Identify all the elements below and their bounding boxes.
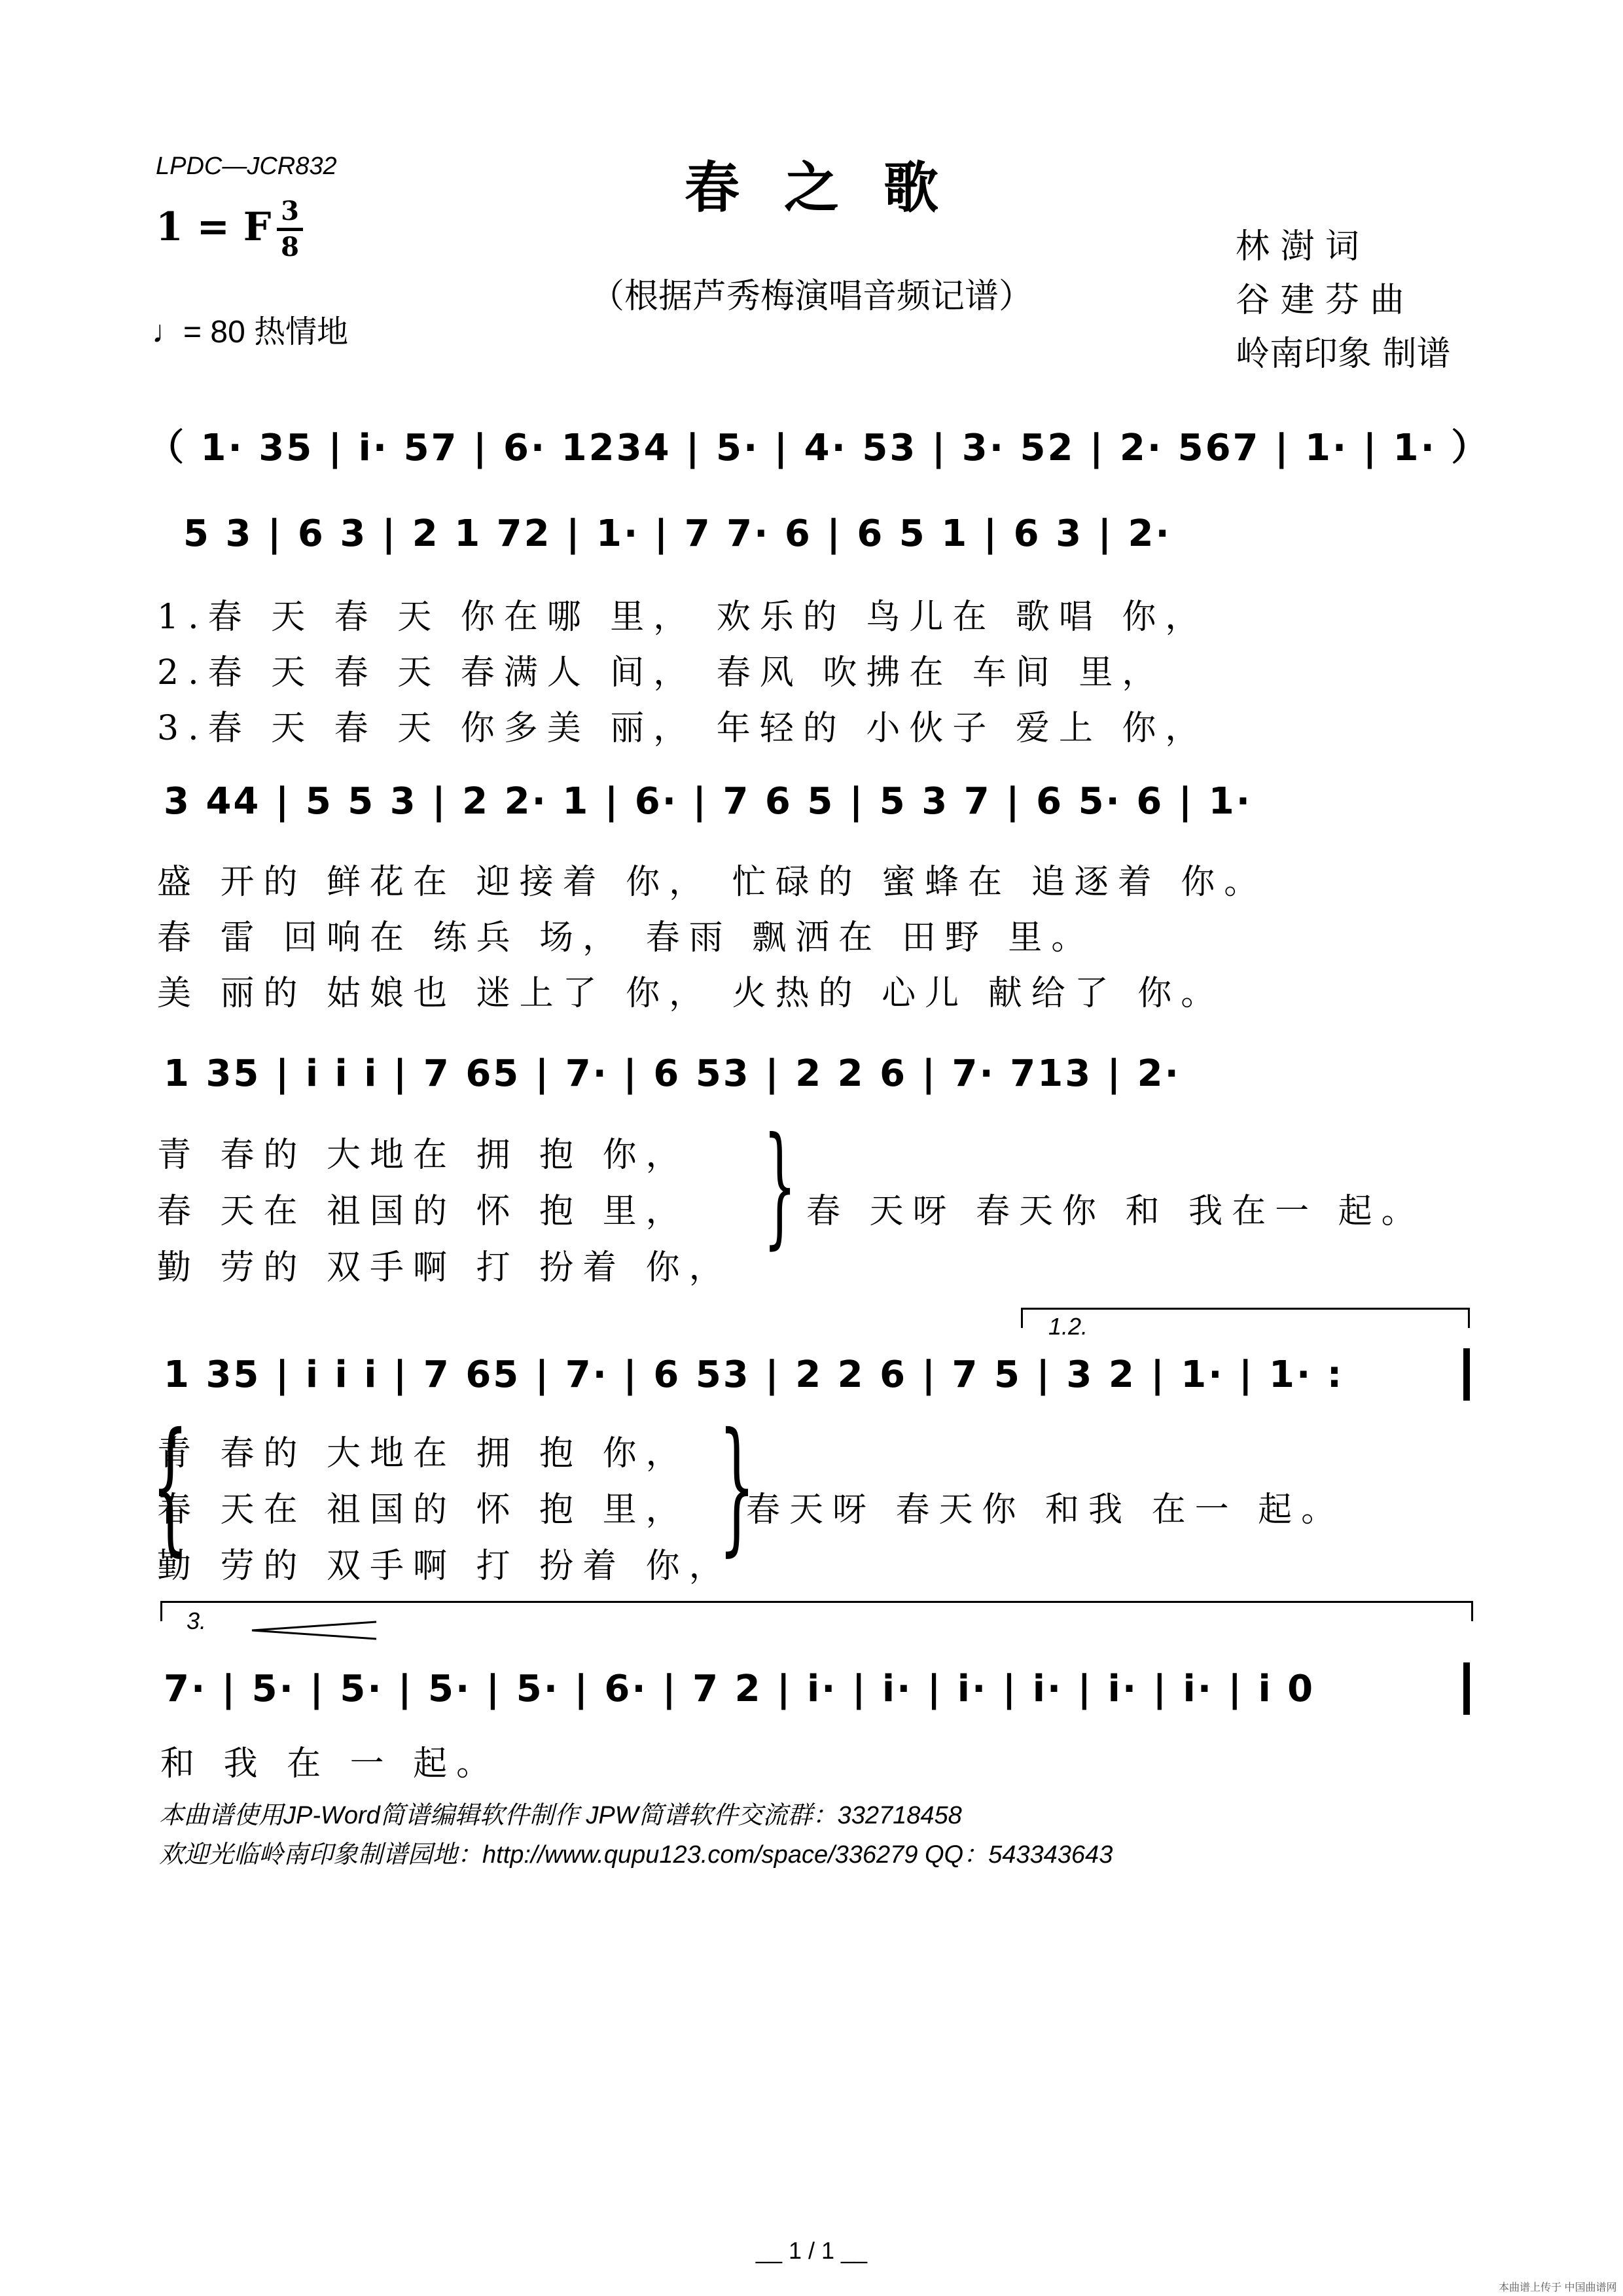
line2-notes: 3 44 | 5 5 3 | 2 2· 1 | 6· | 7 6 5 | 5 3 7 | 6 5· 6 | 1·: [164, 780, 1252, 823]
time-signature: [274, 196, 306, 262]
line3-notes: 1 35 | i i i | 7 65 | 7· | 6 53 | 2 2 6 | 7· 713 | 2·: [164, 1052, 1181, 1095]
line4-right-brace: }: [718, 1402, 755, 1570]
final-barline: [1463, 1662, 1470, 1715]
volta-bracket-1: [1021, 1308, 1470, 1328]
footer-website-note: 欢迎光临岭南印象制谱园地：http://www.qupu123.com/space/336279 QQ：543343643: [159, 1841, 1113, 1869]
repeat-end-barline: [1463, 1348, 1470, 1401]
line4-lyrics-verse1: 青 春的 大地在 拥 抱 你，: [157, 1434, 689, 1473]
document-code: LPDC—JCR832: [156, 152, 337, 180]
line2-lyrics-verse3: 美 丽的 姑娘也 迷上了 你， 火热的 心儿 献给了 你。: [157, 974, 1224, 1013]
credits: [1236, 220, 1451, 381]
footer-software-note: 本曲谱使用JP-Word简谱编辑软件制作 JPW简谱软件交流群：332718458: [159, 1802, 962, 1829]
line3-brace: }: [763, 1109, 797, 1262]
line4-lyrics-verse2: 春 天在 祖国的 怀 抱 里，: [157, 1490, 689, 1530]
line1-lyrics-verse1: 1.春 天 春 天 你在哪 里， 欢乐的 鸟儿在 歌唱 你，: [157, 598, 1209, 637]
line3-lyrics-verse1: 青 春的 大地在 拥 抱 你，: [157, 1136, 689, 1175]
composer-credit: 谷 建 芬 曲: [1236, 281, 1404, 320]
line1-notes: 5 3 | 6 3 | 2 1 72 | 1· | 7 7· 6 | 6 5 1 | 6 3 | 2·: [183, 512, 1171, 555]
crescendo-hairpin: [249, 1621, 380, 1640]
watermark: 本曲谱上传于 中国曲谱网: [1499, 2282, 1617, 2293]
line3-lyrics-verse2: 春 天在 祖国的 怀 抱 里，: [157, 1192, 689, 1231]
line2-lyrics-verse2: 春 雷 回响在 练兵 场， 春雨 飘洒在 田野 里。: [157, 918, 1095, 958]
song-title: 春之歌: [684, 155, 983, 220]
line3-lyrics-verse3: 勤 劳的 双手啊 打 扮着 你，: [157, 1248, 732, 1287]
tempo-marking: ♩= 80 热情地: [152, 315, 349, 350]
key-signature: 1 = F: [156, 204, 272, 250]
line1-lyrics-verse2: 2.春 天 春 天 春满人 间， 春风 吹拂在 车间 里，: [157, 653, 1166, 692]
subtitle: （根据芦秀梅演唱音频记谱）: [590, 277, 1033, 316]
volta-label-1: 1.2.: [1048, 1313, 1088, 1340]
line3-refrain: 春 天呀 春天你 和 我在一 起。: [806, 1192, 1425, 1231]
lyricist-credit: 林 澍 词: [1236, 227, 1360, 266]
time-sig-denominator: 8: [281, 232, 299, 262]
line4-left-brace: {: [151, 1402, 188, 1570]
line4-refrain: 春天呀 春天你 和我 在一 起。: [746, 1490, 1345, 1530]
volta-bracket-3: [160, 1601, 1473, 1621]
line5-notes: 7· | 5· | 5· | 5· | 5· | 6· | 7 2 | i· | i· | i· | i· | i· | i· | i 0: [164, 1668, 1315, 1710]
line4-notes: 1 35 | i i i | 7 65 | 7· | 6 53 | 2 2 6 | 7 5 | 3 2 | 1· | 1· :: [164, 1354, 1344, 1396]
line2-lyrics-verse1: 盛 开的 鲜花在 迎接着 你， 忙碌的 蜜蜂在 追逐着 你。: [157, 863, 1268, 902]
line5-lyrics: 和 我 在 一 起。: [160, 1744, 500, 1784]
line4-lyrics-verse3: 勤 劳的 双手啊 打 扮着 你，: [157, 1547, 732, 1586]
time-sig-numerator: 3: [281, 196, 299, 226]
intro-notes: （ 1· 35 | i· 57 | 6· 1234 | 5· | 4· 53 | 3· 52 | 2· 567 | 1· | 1· ）: [147, 427, 1490, 469]
line1-lyrics-verse3: 3.春 天 春 天 你多美 丽， 年轻的 小伙子 爱上 你，: [157, 709, 1209, 748]
arranger-credit: 岭南印象 制谱: [1236, 334, 1451, 374]
volta-label-3: 3.: [187, 1607, 207, 1634]
page-number: __ 1 / 1 __: [755, 2237, 868, 2264]
